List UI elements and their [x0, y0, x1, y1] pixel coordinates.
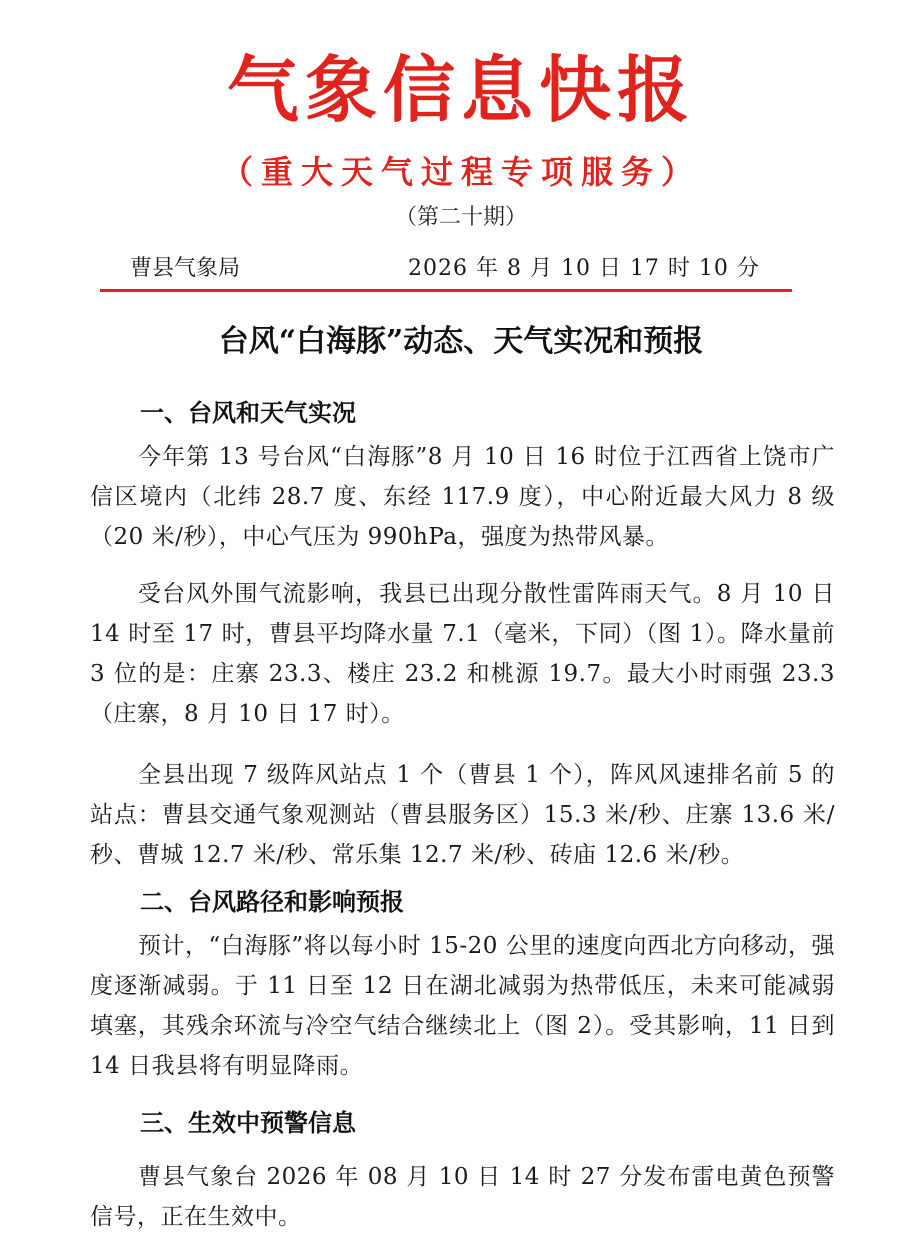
- issue-number: （第二十期）: [394, 205, 527, 230]
- masthead-subtitle: （重大天气过程专项服务）: [220, 153, 701, 191]
- header-divider: [100, 289, 792, 292]
- paragraph-gusts: 全县出现 7 级阵风站点 1 个（曹县 1 个），阵风风速排名前 5 的站点：曹县交通气象观测站（曹县服务区）15.3 米/秒、庄寨 13.6 米/秒、曹城 12.7 米/秒、常乐集 12.7 米/秒、砖庙 12.6 米/秒。: [90, 762, 835, 868]
- paragraph-rainfall: 受台风外围气流影响，我县已出现分散性雷阵雨天气。8 月 10 日 14 时至 17 时，曹县平均降水量 7.1（毫米，下同）（图 1）。降水量前 3 位的是：庄寨 23.3、楼庄 23.2 和桃源 19.7。最大小时雨强 23.3（庄寨，8 月 10 日 17 时）。: [90, 581, 835, 727]
- issue-date: 2026 年 8 月 10 日 17 时 10 分: [408, 256, 760, 281]
- paragraph-typhoon-status: 今年第 13 号台风“白海豚”8 月 10 日 16 时位于江西省上饶市广信区境内（北纬 28.7 度、东经 117.9 度），中心附近最大风力 8 级（20 米/秒），中心气压为 990hPa，强度为热带风暴。: [90, 444, 835, 550]
- section-heading-3: 三、生效中预警信息: [140, 1109, 356, 1137]
- paragraph-warning: 曹县气象台 2026 年 08 月 10 日 14 时 27 分发布雷电黄色预警信号，正在生效中。: [90, 1164, 835, 1230]
- section-heading-1: 一、台风和天气实况: [140, 399, 356, 427]
- issuer-name: 曹县气象局: [130, 256, 241, 281]
- paragraph-forecast: 预计，“白海豚”将以每小时 15-20 公里的速度向西北方向移动，强度逐渐减弱。于 11 日至 12 日在湖北减弱为热带低压，未来可能减弱填塞，其残余环流与冷空气结合继续北上（图 2）。受其影响，11 日到 14 日我县将有明显降雨。: [90, 933, 835, 1079]
- masthead-title: 气象信息快报: [226, 47, 695, 132]
- section-heading-2: 二、台风路径和影响预报: [140, 888, 404, 916]
- document-title: 台风“白海豚”动态、天气实况和预报: [218, 324, 704, 359]
